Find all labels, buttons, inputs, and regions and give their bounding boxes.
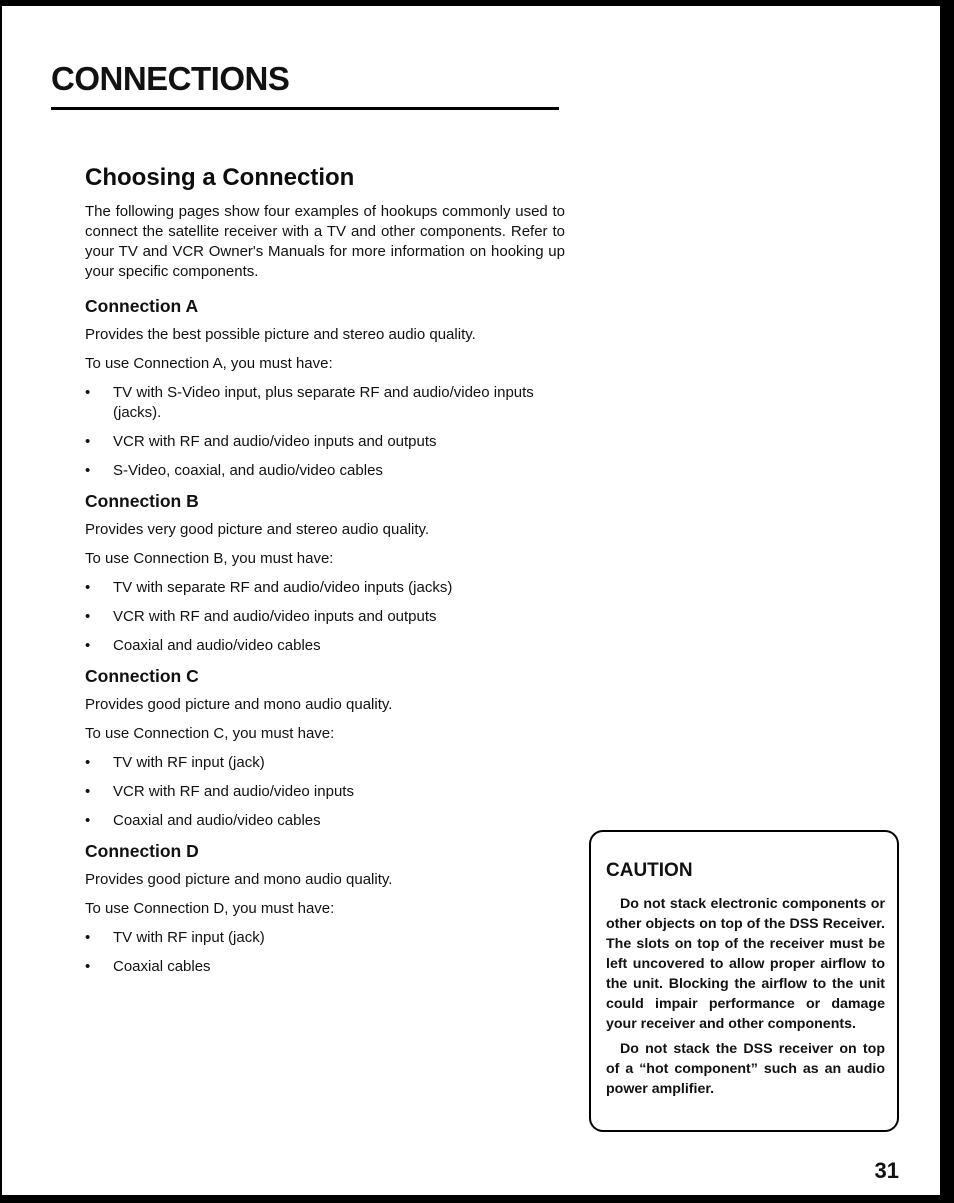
caution-box bbox=[589, 830, 899, 1132]
scan-border-left bbox=[0, 0, 2, 1203]
connection-b bbox=[85, 491, 565, 656]
connection-requirements-intro: To use Connection B, you must have: bbox=[85, 550, 334, 567]
requirement-item bbox=[85, 432, 565, 452]
bullet-icon: • bbox=[85, 754, 91, 771]
scan-border-bottom bbox=[0, 1195, 954, 1203]
main-content bbox=[85, 164, 565, 987]
connection-a bbox=[85, 296, 565, 481]
requirement-item bbox=[85, 811, 565, 831]
requirement-text: TV with RF input (jack) bbox=[113, 754, 265, 771]
scan-border-top bbox=[0, 0, 954, 6]
requirement-item bbox=[85, 461, 565, 481]
connection-description: Provides very good picture and stereo audio quality. bbox=[85, 521, 430, 538]
requirement-text: VCR with RF and audio/video inputs and outputs bbox=[113, 608, 437, 625]
requirement-text: S-Video, coaxial, and audio/video cables bbox=[113, 462, 383, 479]
bullet-icon: • bbox=[85, 579, 91, 596]
requirement-item bbox=[85, 607, 565, 627]
connection-d bbox=[85, 841, 565, 977]
requirements-list bbox=[85, 753, 565, 831]
bullet-icon: • bbox=[85, 637, 91, 654]
connection-heading: Connection A bbox=[85, 296, 199, 316]
scan-border-right bbox=[940, 0, 954, 1203]
requirement-text: Coaxial cables bbox=[113, 958, 211, 975]
caution-title: CAUTION bbox=[606, 860, 693, 881]
bullet-icon: • bbox=[85, 384, 91, 401]
title-underline bbox=[51, 107, 559, 110]
bullet-icon: • bbox=[85, 462, 91, 479]
connection-heading: Connection C bbox=[85, 666, 199, 686]
requirements-list bbox=[85, 928, 565, 977]
requirement-item bbox=[85, 578, 565, 598]
requirements-list bbox=[85, 383, 565, 481]
connection-requirements-intro: To use Connection C, you must have: bbox=[85, 725, 335, 742]
requirement-text: VCR with RF and audio/video inputs and outputs bbox=[113, 433, 437, 450]
page-number: 31 bbox=[874, 1158, 899, 1183]
requirement-text: TV with S-Video input, plus separate RF and audio/video inputs (jacks). bbox=[113, 384, 534, 421]
bullet-icon: • bbox=[85, 433, 91, 450]
requirement-text: VCR with RF and audio/video inputs bbox=[113, 783, 354, 800]
section-heading: Choosing a Connection bbox=[85, 164, 355, 191]
page-title: CONNECTIONS bbox=[51, 60, 290, 97]
requirements-list bbox=[85, 578, 565, 656]
bullet-icon: • bbox=[85, 812, 91, 829]
requirement-item bbox=[85, 383, 565, 423]
connection-heading: Connection B bbox=[85, 491, 199, 511]
requirement-item bbox=[85, 753, 565, 773]
caution-paragraph: Do not stack the DSS receiver on top of a “hot component” such as an audio power amplifier. bbox=[606, 1041, 885, 1097]
requirement-text: Coaxial and audio/video cables bbox=[113, 637, 321, 654]
requirement-text: TV with separate RF and audio/video inputs (jacks) bbox=[113, 579, 453, 596]
requirement-item bbox=[85, 636, 565, 656]
requirement-item bbox=[85, 782, 565, 802]
connection-requirements-intro: To use Connection D, you must have: bbox=[85, 900, 335, 917]
requirement-text: TV with RF input (jack) bbox=[113, 929, 265, 946]
connection-c bbox=[85, 666, 565, 831]
requirement-item bbox=[85, 928, 565, 948]
requirement-item bbox=[85, 957, 565, 977]
bullet-icon: • bbox=[85, 608, 91, 625]
bullet-icon: • bbox=[85, 929, 91, 946]
connection-description: Provides the best possible picture and stereo audio quality. bbox=[85, 326, 476, 343]
requirement-text: Coaxial and audio/video cables bbox=[113, 812, 321, 829]
section-intro: The following pages show four examples of hookups commonly used to connect the satellite receiver with a TV and other components. Refer to your TV and VCR Owner's Manuals for more information on hooking up your specific components. bbox=[85, 203, 565, 280]
caution-paragraph: Do not stack electronic components or other objects on top of the DSS Receiver. The slots on top of the receiver must be left uncovered to allow proper airflow to the unit. Blocking the airflow to the unit could impair performance or damage your receiver and other components. bbox=[606, 896, 885, 1032]
connection-requirements-intro: To use Connection A, you must have: bbox=[85, 355, 333, 372]
connection-description: Provides good picture and mono audio quality. bbox=[85, 871, 393, 888]
bullet-icon: • bbox=[85, 783, 91, 800]
connection-heading: Connection D bbox=[85, 841, 199, 861]
connection-description: Provides good picture and mono audio quality. bbox=[85, 696, 393, 713]
bullet-icon: • bbox=[85, 958, 91, 975]
